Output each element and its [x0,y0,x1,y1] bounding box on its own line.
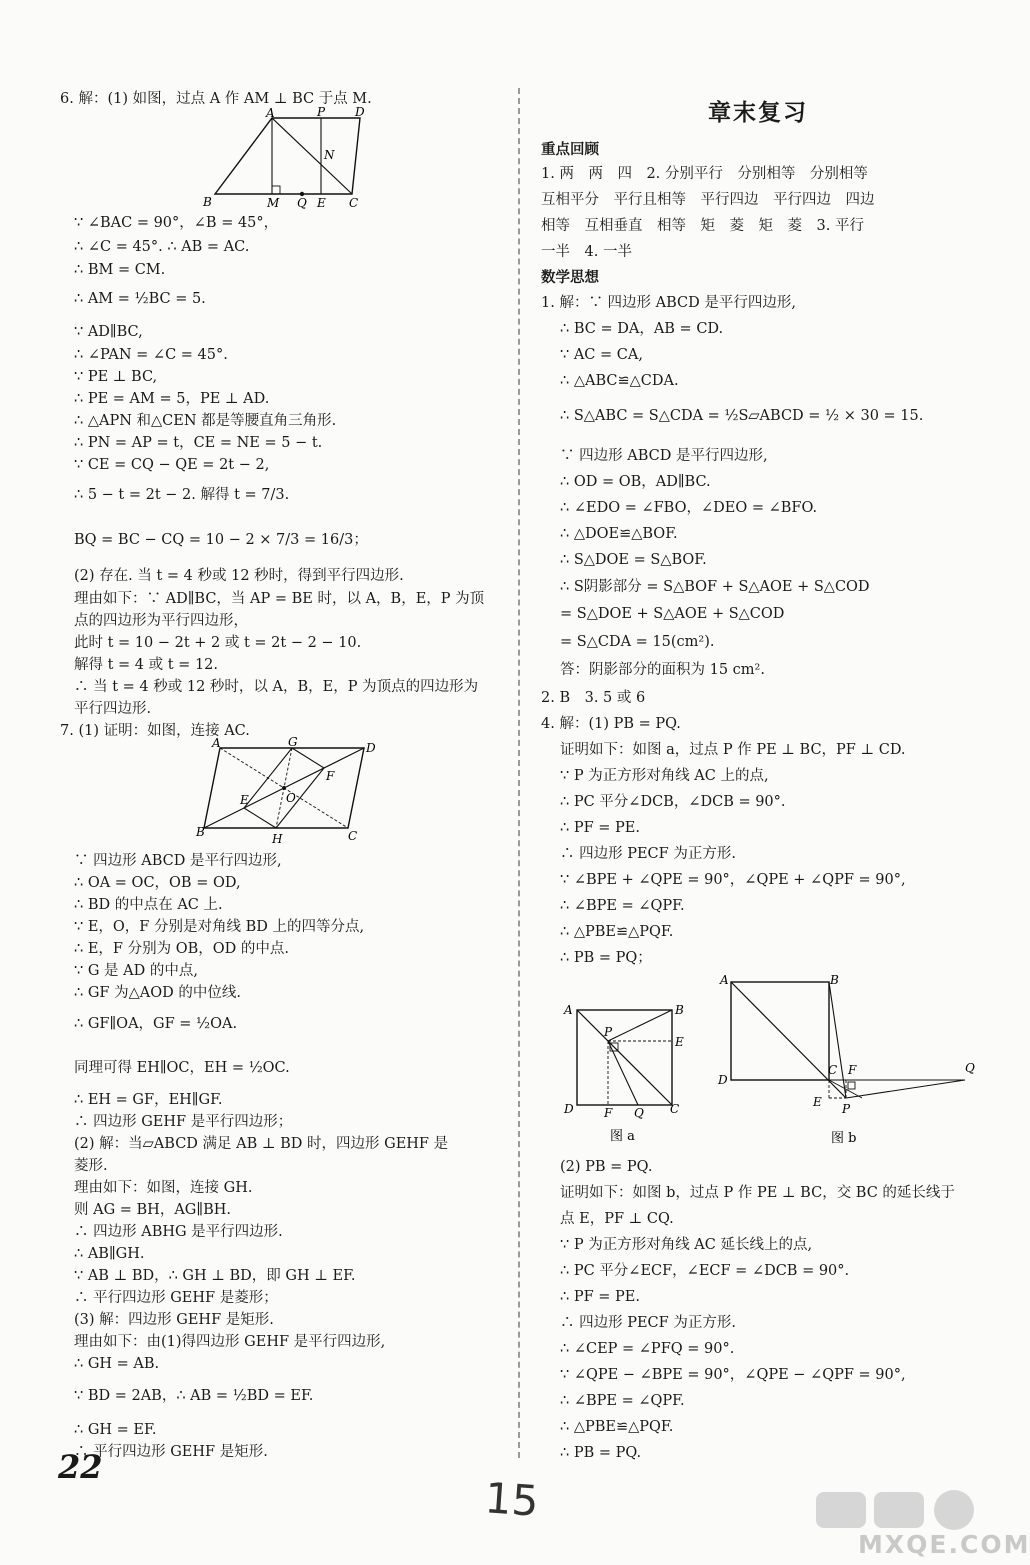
text-line: 证明如下：如图 a，过点 P 作 PE ⊥ BC，PF ⊥ CD. [560,742,906,758]
label-A: A [564,1003,573,1017]
text-line: (3) 解：四边形 GEHF 是矩形. [74,1312,274,1328]
text-line: ∴ EH = GF，EH∥GF. [74,1092,223,1108]
text-line: ∴ GF∥OA，GF = ½OA. [74,1016,238,1032]
label-Q: Q [297,196,307,210]
text-line: ∴ PN = AP = t，CE = NE = 5 − t. [74,435,323,451]
text-line: 4. 解：(1) PB = PQ. [541,716,681,732]
text-line: ∵ CE = CQ − QE = 2t − 2, [74,457,270,473]
text-line: ∴ OA = OC，OB = OD, [74,875,241,891]
text-line: ∵ AC = CA, [560,347,643,363]
text-line: ∴ S阴影部分 = S△BOF + S△AOE + S△COD [560,579,870,595]
text-line: ∴ ∠PAN = ∠C = 45°. [74,347,228,363]
text-line: ∴ PE = AM = 5，PE ⊥ AD. [74,391,270,407]
label-F: F [326,769,335,783]
text-line: ∴ △DOE≌△BOF. [560,526,678,542]
page-number: 22 [58,1448,103,1486]
label-N: N [324,148,335,162]
text-line: ∵ PE ⊥ BC, [74,369,158,385]
figure-b-caption: 图 b [831,1131,857,1146]
text-line: = S△CDA = 15(cm²). [560,634,715,650]
text-line: BQ = BC − CQ = 10 − 2 × 7/3 = 16/3； [74,532,368,548]
text-line: ∴ △ABC≌△CDA. [560,373,679,389]
text-line: (2) 解：当▱ABCD 满足 AB ⊥ BD 时，四边形 GEHF 是 [74,1136,449,1152]
text-line: ∴ BM = CM. [74,262,166,278]
text-line: ∵ ∠BPE + ∠QPE = 90°，∠QPE + ∠QPF = 90°, [560,872,906,888]
text-line: ∴ 平行四边形 GEHF 是矩形. [74,1444,268,1460]
text-line: ∴ PC 平分∠DCB，∠DCB = 90°. [560,794,786,810]
text-line: ∵ AD∥BC, [74,324,143,340]
handwritten-number: 15 [483,1473,541,1526]
text-line: 理由如下：由(1)得四边形 GEHF 是平行四边形, [74,1334,386,1350]
figure-a-caption: 图 a [610,1129,635,1144]
text-line: ∴ PB = PQ. [560,1445,642,1461]
text-line: ∴ ∠BPE = ∠QPF. [560,898,685,914]
label-C: C [349,196,359,210]
text-line: 则 AG = BH，AG∥BH. [74,1202,231,1218]
label-Q: Q [634,1106,644,1120]
text-line: ∴ ∠CEP = ∠PFQ = 90°. [560,1341,735,1357]
text-line: 1. 解：∵ 四边形 ABCD 是平行四边形, [541,295,796,311]
label-F: F [604,1106,613,1120]
text-line: ∴ ∠BPE = ∠QPF. [560,1393,685,1409]
text-line: ∵ G 是 AD 的中点, [74,963,198,979]
text-line: ∴ GH = EF. [74,1422,157,1438]
label-E: E [813,1095,822,1109]
text-line: ∵ ∠BAC = 90°，∠B = 45°， [74,215,279,231]
label-C: C [670,1102,680,1116]
text-line: ∴ PF = PE. [560,820,640,836]
figure-b-square [710,970,980,1148]
text-line: ∴ △PBE≌△PQF. [560,924,674,940]
text-line: ∴ 四边形 PECF 为正方形. [560,846,736,862]
label-Q: Q [965,1061,975,1075]
text-line: = S△DOE + S△AOE + S△COD [560,606,785,622]
text-line: ∵ ∠QPE − ∠BPE = 90°，∠QPE − ∠QPF = 90°, [560,1367,906,1383]
text-line: ∴ ∠C = 45°. ∴ AB = AC. [74,239,250,255]
text-line: ∴ 四边形 ABHG 是平行四边形. [74,1224,283,1240]
text-line: 平行四边形. [74,701,152,717]
label-B: B [675,1003,684,1017]
label-A: A [720,973,729,987]
text-line: (2) PB = PQ. [560,1159,653,1175]
label-M: M [267,196,280,210]
text-line: ∴ BC = DA，AB = CD. [560,321,724,337]
label-B: B [196,825,205,839]
label-D: D [355,105,365,119]
chapter-review-title: 章末复习 [708,99,808,126]
text-line: ∴ GH = AB. [74,1356,160,1372]
text-line: 相等 互相垂直 相等 矩 菱 矩 菱 3. 平行 [541,218,864,234]
text-line: 一半 4. 一半 [541,244,632,260]
text-line: ∵ 四边形 ABCD 是平行四边形, [560,448,768,464]
text-line: 2. B 3. 5 或 6 [541,690,646,706]
text-line: ∴ 当 t = 4 秒或 12 秒时，以 A，B，E，P 为顶点的四边形为 [74,679,479,695]
label-A: A [266,106,275,120]
text-line: ∵ AB ⊥ BD，∴ GH ⊥ BD，即 GH ⊥ EF. [74,1268,356,1284]
text-line: 同理可得 EH∥OC，EH = ½OC. [74,1060,290,1076]
label-B: B [203,195,212,209]
text-line: ∵ BD = 2AB，∴ AB = ½BD = EF. [74,1388,314,1404]
text-line: 点 E，PF ⊥ CQ. [560,1211,674,1227]
label-E: E [240,793,249,807]
text-line: ∴ 四边形 PECF 为正方形. [560,1315,736,1331]
text-line: 证明如下：如图 b，过点 P 作 PE ⊥ BC，交 BC 的延长线于 [560,1185,955,1201]
text-line: 1. 两 两 四 2. 分别平行 分别相等 分别相等 [541,166,868,182]
text-line: ∴ OD = OB，AD∥BC. [560,474,711,490]
label-G: G [288,735,298,749]
label-C: C [828,1063,838,1077]
section-key-review: 重点回顾 [541,142,599,158]
label-P: P [604,1025,613,1039]
section-math-thinking: 数学思想 [541,270,599,286]
text-line: ∴ ∠EDO = ∠FBO，∠DEO = ∠BFO. [560,500,818,516]
text-line: ∵ P 为正方形对角线 AC 上的点, [560,768,769,784]
text-line: ∴ BD 的中点在 AC 上. [74,897,223,913]
column-divider [518,88,520,1458]
text-line: 理由如下：∵ AD∥BC，当 AP = BE 时，以 A，B，E，P 为顶 [74,591,485,607]
figure-trapezoid [195,106,375,210]
text-line: ∴ 平行四边形 GEHF 是菱形； [74,1290,278,1306]
label-O: O [286,791,296,805]
text-line: ∴ AM = ½BC = 5. [74,291,206,307]
text-line: ∴ AB∥GH. [74,1246,145,1262]
figure-parallelogram [196,736,378,848]
label-C: C [348,829,358,843]
text-line: (2) 存在. 当 t = 4 秒或 12 秒时，得到平行四边形. [74,568,404,584]
label-F: F [848,1063,857,1077]
label-D: D [564,1102,574,1116]
q7-line: 7. (1) 证明：如图，连接 AC. [60,723,250,739]
text-line: ∴ PF = PE. [560,1289,640,1305]
text-line: ∵ 四边形 ABCD 是平行四边形, [74,853,282,869]
watermark-text: MXQE.COM [858,1530,1030,1559]
label-B: B [830,973,839,987]
label-A: A [212,736,221,750]
text-line: ∴ S△DOE = S△BOF. [560,552,707,568]
text-line: ∴ PC 平分∠ECF，∠ECF = ∠DCB = 90°. [560,1263,850,1279]
figure-a-square [560,1000,695,1150]
text-line: 此时 t = 10 − 2t + 2 或 t = 2t − 2 − 10. [74,635,362,651]
text-line: 点的四边形为平行四边形， [74,613,248,629]
label-D: D [366,741,376,755]
label-P: P [317,105,326,119]
text-line: ∴ 四边形 GEHF 是平行四边形； [74,1114,293,1130]
text-line: ∴ PB = PQ； [560,950,652,966]
text-line: 互相平分 平行且相等 平行四边 平行四边 四边 [541,192,875,208]
text-line: ∴ E，F 分别为 OB，OD 的中点. [74,941,289,957]
label-P: P [842,1102,851,1116]
text-line: ∴ 5 − t = 2t − 2. 解得 t = 7/3. [74,487,290,503]
text-line: ∴ GF 为△AOD 的中位线. [74,985,241,1001]
label-E: E [317,196,326,210]
text-line: ∴ △PBE≌△PQF. [560,1419,674,1435]
text-line: ∵ E，O，F 分别是对角线 BD 上的四等分点, [74,919,365,935]
text-line: ∴ S△ABC = S△CDA = ½S▱ABCD = ½ × 30 = 15. [560,408,924,424]
text-line: ∴ △APN 和△CEN 都是等腰直角三角形. [74,413,337,429]
text-line: 菱形. [74,1158,108,1174]
text-line: 答：阴影部分的面积为 15 cm². [560,662,765,678]
text-line: 理由如下：如图，连接 GH. [74,1180,253,1196]
text-line: 解得 t = 4 或 t = 12. [74,657,219,673]
label-E: E [675,1035,684,1049]
label-D: D [718,1073,728,1087]
label-H: H [272,832,283,846]
q6-line: 6. 解：(1) 如图，过点 A 作 AM ⊥ BC 于点 M. [60,91,372,107]
text-line: ∵ P 为正方形对角线 AC 延长线上的点, [560,1237,813,1253]
